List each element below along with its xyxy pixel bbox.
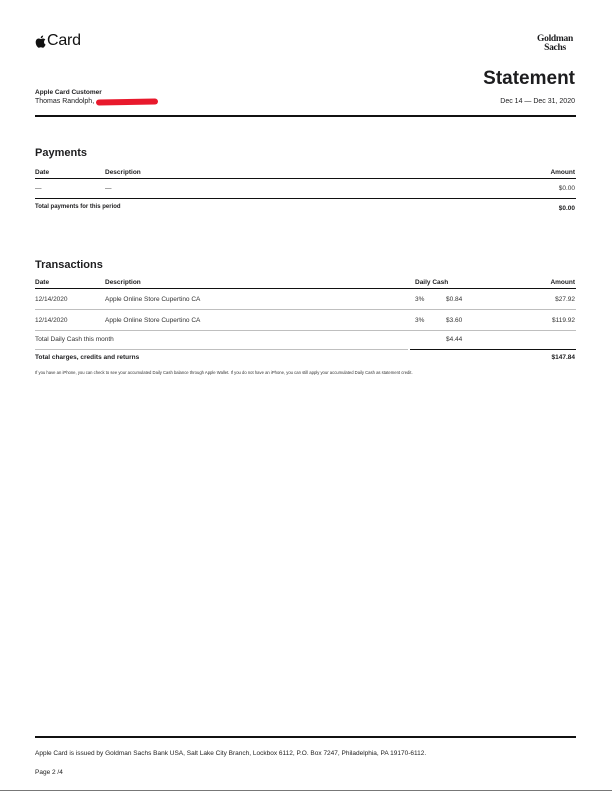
goldman-sachs-logo bbox=[532, 35, 578, 53]
payments-col-amount: Amount bbox=[550, 169, 575, 176]
statement-title: Statement bbox=[483, 68, 575, 89]
apple-icon bbox=[35, 35, 46, 48]
page-number: Page 2 /4 bbox=[35, 769, 63, 776]
daily-cash-total-label: Total Daily Cash this month bbox=[35, 336, 114, 343]
payments-col-description: Description bbox=[105, 169, 141, 176]
apple-card-logo bbox=[35, 32, 81, 50]
customer-name-row bbox=[35, 98, 158, 105]
daily-cash-note: If you have an iPhone, you can check to see your accumulated Daily Cash balance through Apple Wallet. If you do not have an iPhone, you can still apply your accumulated Daily Cash as statement credit. bbox=[35, 370, 413, 375]
payments-total-label: Total payments for this period bbox=[35, 204, 121, 210]
payment-row-date: — bbox=[35, 185, 42, 192]
transaction-row-1-description: Apple Online Store Cupertino CA bbox=[105, 296, 201, 303]
payments-total-rule bbox=[35, 198, 576, 199]
transaction-row-divider bbox=[35, 330, 576, 331]
transaction-row-1-cash-pct: 3% bbox=[415, 296, 425, 303]
payments-header-rule bbox=[35, 178, 576, 179]
transaction-row-divider bbox=[35, 309, 576, 310]
transactions-col-description: Description bbox=[105, 279, 141, 286]
issuer-line-1: Goldman bbox=[537, 34, 573, 44]
statement-period: Dec 14 — Dec 31, 2020 bbox=[500, 98, 575, 105]
transaction-row-1-date: 12/14/2020 bbox=[35, 296, 68, 303]
transaction-row-2-date: 12/14/2020 bbox=[35, 317, 68, 324]
redaction-mark bbox=[96, 98, 158, 105]
payments-col-date: Date bbox=[35, 169, 50, 176]
transaction-row-2-description: Apple Online Store Cupertino CA bbox=[105, 317, 201, 324]
transaction-row-1-cash-amount: $0.84 bbox=[446, 296, 463, 303]
daily-cash-total-amount: $4.44 bbox=[446, 336, 463, 343]
header-divider bbox=[35, 115, 576, 117]
issuer-line-2: Sachs bbox=[544, 43, 566, 53]
logo-text: Card bbox=[47, 32, 81, 49]
footer-divider bbox=[35, 736, 576, 738]
transactions-total-label: Total charges, credits and returns bbox=[35, 354, 140, 361]
payments-total-amount: $0.00 bbox=[558, 205, 575, 212]
customer-label: Apple Card Customer bbox=[35, 89, 102, 96]
transaction-row-2-amount: $119.92 bbox=[551, 317, 575, 324]
issuer-disclosure: Apple Card is issued by Goldman Sachs Bank USA, Salt Lake City Branch, Lockbox 6112, P.O. Box 7247, Philadelphia, PA 19170-6112. bbox=[35, 750, 427, 757]
customer-name: Thomas Randolph, bbox=[35, 98, 95, 105]
payment-row-amount: $0.00 bbox=[558, 185, 575, 192]
transactions-col-amount: Amount bbox=[550, 279, 575, 286]
transactions-title: Transactions bbox=[35, 259, 103, 271]
daily-cash-divider-right bbox=[410, 349, 576, 350]
page-edge-line bbox=[0, 790, 612, 791]
payments-title: Payments bbox=[35, 147, 87, 159]
transactions-col-daily-cash: Daily Cash bbox=[415, 279, 449, 286]
transactions-header-rule bbox=[35, 288, 576, 289]
daily-cash-divider bbox=[35, 349, 408, 350]
payment-row-description: — bbox=[105, 185, 112, 192]
transactions-total-amount: $147.84 bbox=[551, 354, 575, 361]
transaction-row-2-cash-pct: 3% bbox=[415, 317, 425, 324]
transactions-col-date: Date bbox=[35, 279, 50, 286]
transaction-row-2-cash-amount: $3.60 bbox=[446, 317, 463, 324]
transaction-row-1-amount: $27.92 bbox=[555, 296, 575, 303]
